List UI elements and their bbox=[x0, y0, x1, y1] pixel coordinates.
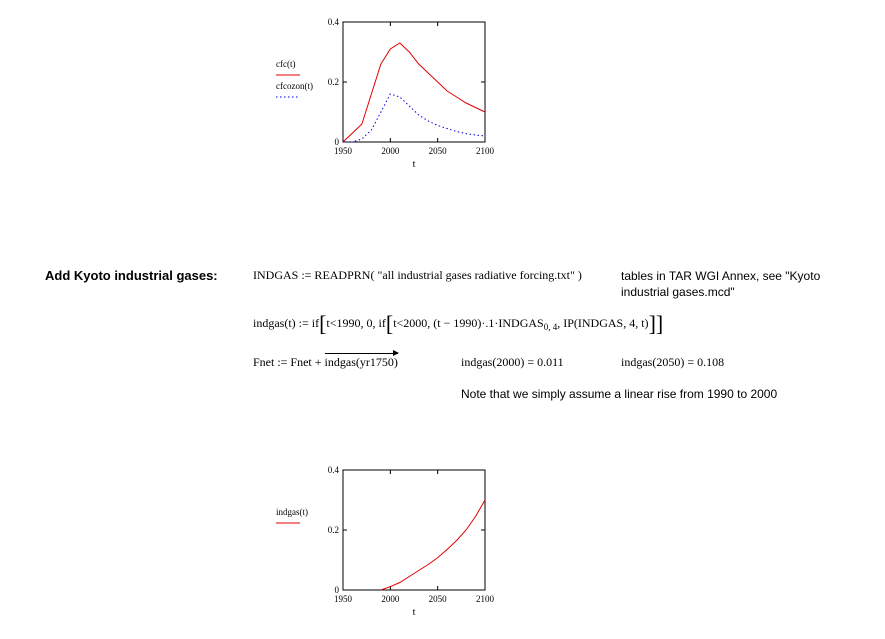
indgas-def-part-d: , IP(INDGAS, 4, t) bbox=[557, 316, 649, 330]
x-tick-label: 1950 bbox=[334, 146, 352, 156]
vectorize-arrow bbox=[325, 355, 398, 370]
x-tick-label: 2000 bbox=[381, 146, 400, 156]
indgas-definition-formula[interactable] bbox=[253, 311, 664, 336]
chart-indgas bbox=[270, 458, 510, 628]
indgas-def-subscript: 0, 4 bbox=[543, 322, 558, 332]
x-tick-label: 2000 bbox=[381, 594, 400, 604]
linear-rise-note: Note that we simply assume a linear rise from 1990 to 2000 bbox=[461, 387, 778, 401]
tar-note-line1: tables in TAR WGI Annex, see "Kyoto bbox=[621, 269, 821, 283]
y-tick-label: 0.4 bbox=[327, 465, 339, 475]
chart-indgas-svg bbox=[270, 458, 510, 623]
series-line-cfct bbox=[343, 43, 485, 142]
x-tick-label: 2050 bbox=[428, 146, 447, 156]
plot-frame bbox=[343, 470, 485, 590]
bracket-close: ]] bbox=[648, 311, 664, 336]
bracket-open-2: [ bbox=[385, 311, 394, 336]
x-tick-label: 2100 bbox=[476, 594, 494, 604]
bracket-open-1: [ bbox=[319, 311, 327, 336]
x-tick-label: 1950 bbox=[334, 594, 352, 604]
section-heading: Add Kyoto industrial gases: bbox=[45, 268, 218, 283]
indgas-read-formula[interactable]: INDGAS := READPRN( "all industrial gases radiative forcing.txt" ) bbox=[253, 268, 582, 282]
fnet-prefix: Fnet := Fnet + bbox=[253, 355, 325, 369]
fnet-vector-term: indgas(yr1750) bbox=[324, 355, 398, 369]
x-axis-label: t bbox=[412, 607, 416, 618]
y-tick-label: 0 bbox=[334, 137, 339, 147]
tar-note bbox=[621, 268, 820, 300]
y-tick-label: 0 bbox=[334, 585, 339, 595]
indgas-def-part-a: indgas(t) := if bbox=[253, 316, 320, 330]
y-tick-label: 0.4 bbox=[327, 17, 339, 27]
plot-frame bbox=[343, 22, 485, 142]
x-axis-label: t bbox=[412, 159, 416, 170]
legend-label: cfc(t) bbox=[276, 59, 296, 69]
indgas-2000-eval[interactable]: indgas(2000) = 0.011 bbox=[461, 355, 564, 369]
legend-label: cfcozon(t) bbox=[276, 81, 313, 91]
x-tick-label: 2050 bbox=[428, 594, 447, 604]
series-line-indgast bbox=[381, 500, 485, 590]
chart-cfc-svg bbox=[270, 10, 510, 175]
indgas-def-part-b: t<1990, 0, if bbox=[326, 316, 386, 330]
indgas-2050-eval[interactable]: indgas(2050) = 0.108 bbox=[621, 355, 725, 369]
chart-cfc bbox=[270, 10, 510, 180]
fnet-formula[interactable] bbox=[253, 355, 398, 370]
indgas-def-part-c: t<2000, (t − 1990)·.1·INDGAS bbox=[393, 316, 544, 330]
x-tick-label: 2100 bbox=[476, 146, 494, 156]
y-tick-label: 0.2 bbox=[327, 525, 339, 535]
tar-note-line2: industrial gases.mcd" bbox=[621, 285, 735, 299]
legend-label: indgas(t) bbox=[276, 507, 308, 517]
y-tick-label: 0.2 bbox=[327, 77, 339, 87]
